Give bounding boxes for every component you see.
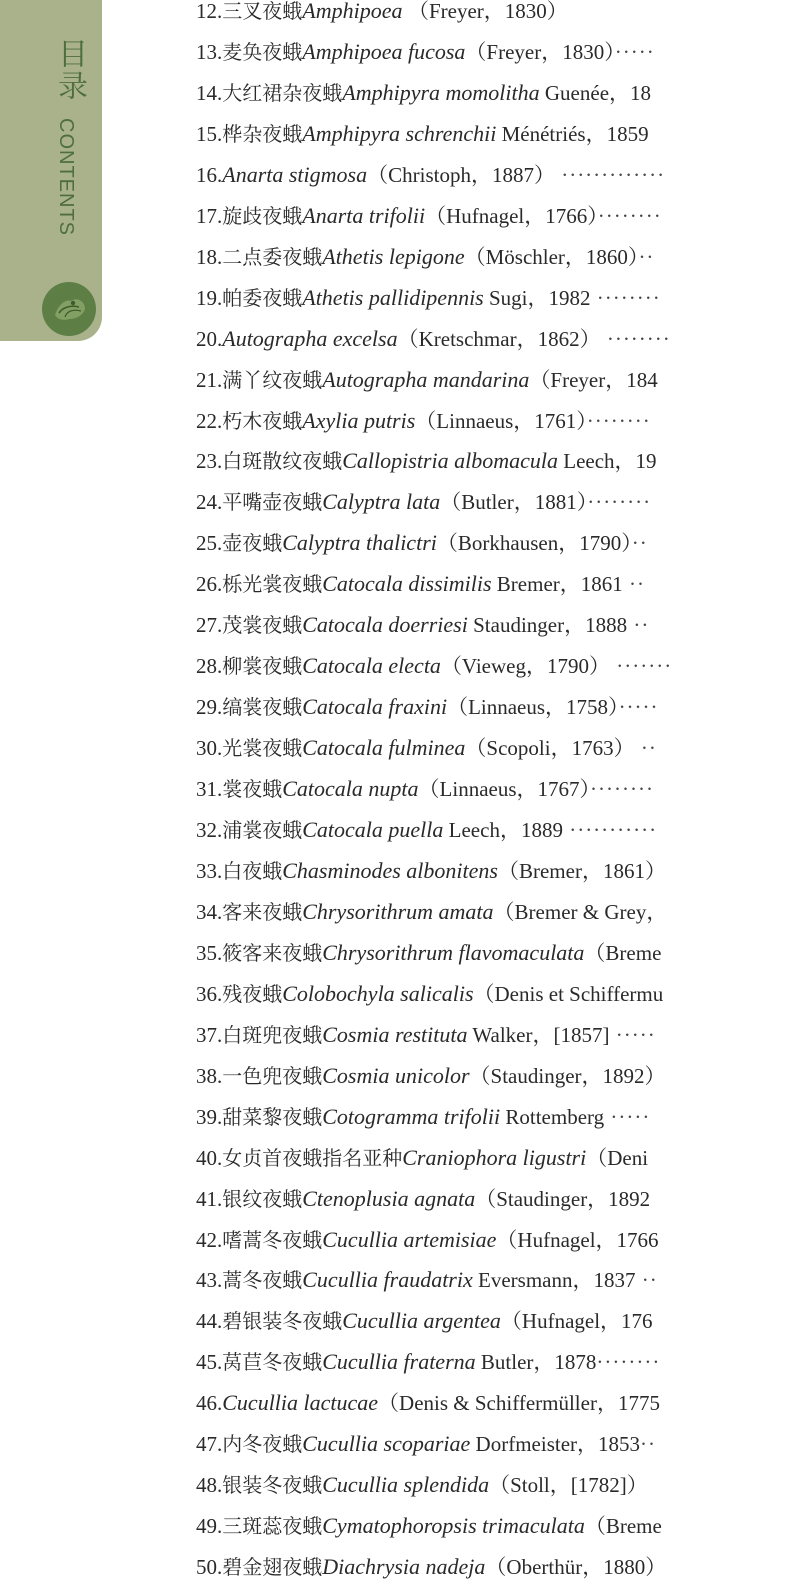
toc-entry-number: 27. — [196, 613, 223, 638]
toc-entry-number: 28. — [196, 654, 223, 679]
toc-entry-number: 13. — [196, 39, 223, 64]
toc-entry-number: 25. — [196, 531, 223, 556]
toc-entry-authority: （Breme — [584, 940, 662, 965]
toc-entry-scientific-name: Cosmia restituta — [322, 1021, 468, 1047]
toc-entry-authority: Bremer，1861 — [491, 572, 623, 597]
toc-entry-scientific-name: Ctenoplusia agnata — [302, 1185, 476, 1211]
toc-entry-number: 42. — [196, 1227, 223, 1252]
toc-entry-number: 18. — [196, 244, 223, 269]
toc-entry[interactable] — [196, 1342, 800, 1382]
toc-entry-number: 22. — [196, 408, 223, 433]
toc-entry-chinese-name: 蒿冬夜蛾 — [222, 1268, 303, 1293]
toc-entry[interactable] — [196, 441, 800, 481]
toc-entry-authority: Ménétriés，1859 — [496, 121, 649, 146]
toc-entry-leader-dots: ····· — [618, 695, 659, 720]
toc-entry-authority: （Linnaeus，1767） — [418, 777, 591, 802]
toc-entry-scientific-name: Autographa mandarina — [322, 366, 530, 392]
toc-entry-scientific-name: Catocala dissimilis — [322, 571, 492, 597]
toc-entry[interactable] — [196, 892, 800, 932]
toc-entry[interactable] — [196, 73, 800, 113]
toc-entry[interactable] — [196, 523, 800, 563]
toc-entry-number: 41. — [196, 1186, 223, 1211]
toc-entry-leader-dots: ·· — [638, 244, 655, 269]
toc-entry-chinese-name: 白斑兜夜蛾 — [222, 1022, 323, 1047]
toc-entry[interactable] — [196, 1179, 800, 1219]
toc-entry-number: 35. — [196, 940, 223, 965]
toc-entry-number: 32. — [196, 818, 223, 842]
toc-entry-scientific-name: Cucullia artemisiae — [322, 1226, 497, 1252]
toc-entry-leader-dots: ········ — [590, 777, 654, 802]
toc-entry-number: 34. — [196, 899, 223, 924]
toc-entry-number: 26. — [196, 572, 223, 597]
toc-entry-leader-dots: ·· — [622, 572, 646, 597]
toc-entry-chinese-name: 朽木夜蛾 — [222, 408, 303, 433]
toc-entry[interactable] — [196, 1506, 800, 1546]
toc-entry-scientific-name: Anarta stigmosa — [222, 161, 368, 187]
toc-entry-scientific-name: Catocala doerriesi — [302, 612, 468, 638]
toc-entry[interactable] — [196, 319, 800, 359]
toc-entry[interactable] — [196, 114, 800, 154]
toc-entry[interactable] — [196, 401, 800, 441]
toc-entry-number: 21. — [196, 367, 223, 392]
toc-entry-authority: Eversmann，1837 — [472, 1268, 636, 1293]
toc-entry[interactable] — [196, 851, 800, 891]
toc-entry-number: 16. — [196, 162, 223, 187]
toc-entry-authority: Sugi，1982 — [483, 285, 591, 310]
toc-entry-leader-dots: ········ — [596, 1350, 661, 1375]
toc-entry-scientific-name: Catocala puella — [302, 817, 444, 842]
toc-entry[interactable] — [196, 360, 800, 400]
toc-entry-authority: （Denis & Schiffermüller，1775 — [378, 1391, 660, 1416]
toc-entry[interactable] — [196, 974, 800, 1014]
toc-entry-authority: Staudinger，1888 — [467, 613, 628, 638]
toc-entry-authority: （Linnaeus，1758） — [447, 695, 619, 720]
toc-entry-number: 43. — [196, 1268, 223, 1293]
toc-entry-scientific-name: Catocala fraxini — [302, 694, 448, 720]
toc-entry-chinese-name: 旋歧夜蛾 — [222, 203, 303, 228]
toc-entry[interactable] — [196, 482, 800, 522]
toc-entry-scientific-name: Cucullia fraterna — [322, 1349, 476, 1375]
toc-entry-number: 15. — [196, 121, 223, 146]
toc-entry-authority: （Linnaeus，1761） — [415, 408, 587, 433]
toc-entry-authority: （Stoll，[1782]） — [489, 1473, 648, 1498]
toc-entry-scientific-name: Autographa excelsa — [222, 325, 398, 351]
toc-entry-authority: Guenée，18 — [539, 80, 652, 105]
toc-entry-number: 33. — [196, 858, 223, 883]
toc-entry-chinese-name: 碧金翅夜蛾 — [222, 1555, 323, 1580]
toc-entry-scientific-name: Cucullia lactucae — [222, 1390, 379, 1416]
toc-entry-chinese-name: 裳夜蛾 — [222, 777, 283, 802]
toc-entry-authority: （Butler，1881） — [440, 490, 588, 515]
toc-entry-scientific-name: Cucullia fraudatrix — [302, 1267, 473, 1293]
toc-entry-authority: （Vieweg，1790） — [440, 654, 610, 679]
toc-entry-number: 37. — [196, 1022, 223, 1047]
toc-entry-authority: （Staudinger，1892） — [469, 1063, 666, 1088]
toc-entry[interactable] — [196, 1301, 800, 1341]
toc-entry[interactable] — [196, 278, 800, 318]
toc-entry-chinese-name: 残夜蛾 — [222, 981, 283, 1006]
toc-entry-authority: （Freyer，1830） — [407, 0, 568, 23]
toc-entry[interactable] — [196, 769, 800, 809]
contents-title-zh: 目录 — [52, 38, 87, 102]
toc-entry-scientific-name: Amphipoea — [302, 0, 408, 23]
toc-entry-chinese-name: 一色兜夜蛾 — [222, 1063, 323, 1088]
toc-entry-scientific-name: Athetis lepigone — [322, 243, 465, 269]
toc-entry-authority: （Borkhausen，1790） — [436, 531, 632, 556]
toc-entry-leader-dots: ··········· — [562, 818, 658, 842]
toc-entry-scientific-name: Craniophora ligustri — [402, 1144, 587, 1170]
toc-entry-chinese-name: 碧银装冬夜蛾 — [222, 1309, 343, 1334]
toc-entry-authority: （Hufnagel，176 — [500, 1309, 653, 1334]
toc-entry-chinese-name: 三叉夜蛾 — [222, 0, 303, 23]
toc-entry-leader-dots: ····· — [614, 39, 655, 64]
toc-entry[interactable] — [196, 32, 800, 72]
toc-entry-scientific-name: Cotogramma trifolii — [322, 1103, 501, 1129]
toc-entry-chinese-name: 满丫纹夜蛾 — [222, 367, 323, 392]
toc-entry-leader-dots: ············· — [554, 162, 666, 187]
toc-entry-leader-dots: ········ — [590, 285, 661, 310]
toc-entry[interactable] — [196, 1097, 800, 1137]
toc-entry-authority: （Deni — [586, 1145, 649, 1170]
toc-entry-chinese-name: 帕委夜蛾 — [222, 285, 303, 310]
toc-entry-leader-dots: ····· — [604, 1104, 651, 1129]
toc-entry-number: 31. — [196, 777, 223, 802]
toc-entry-scientific-name: Catocala electa — [302, 653, 441, 679]
toc-entry-chinese-name: 二点委夜蛾 — [222, 244, 323, 269]
toc-entry-scientific-name: Amphipyra momolitha — [342, 79, 540, 105]
toc-entry-scientific-name: Chrysorithrum flavomaculata — [322, 939, 585, 965]
toc-entry-chinese-name: 三斑蕊夜蛾 — [222, 1514, 323, 1539]
toc-entry-chinese-name: 嗜蒿冬夜蛾 — [222, 1227, 323, 1252]
toc-entry[interactable] — [196, 0, 800, 31]
toc-entry-authority: Walker，[1857] — [467, 1022, 610, 1047]
toc-entry-chinese-name: 内冬夜蛾 — [222, 1432, 303, 1457]
toc-entry[interactable] — [196, 1015, 800, 1055]
toc-entry-scientific-name: Cucullia splendida — [322, 1472, 490, 1498]
toc-entry-number: 24. — [196, 490, 223, 515]
toc-entry-number: 45. — [196, 1350, 223, 1375]
toc-entry[interactable] — [196, 728, 800, 768]
toc-entry[interactable] — [196, 196, 800, 236]
toc-entry-chinese-name: 银纹夜蛾 — [222, 1186, 303, 1211]
toc-entry-chinese-name: 白夜蛾 — [222, 858, 283, 883]
toc-entry[interactable] — [196, 1465, 800, 1505]
toc-entry-number: 23. — [196, 449, 223, 474]
toc-entry-leader-dots: ········ — [597, 203, 662, 228]
toc-entry-number: 40. — [196, 1145, 223, 1170]
toc-entry[interactable] — [196, 1056, 800, 1096]
toc-entry-scientific-name: Diachrysia nadeja — [322, 1554, 486, 1580]
toc-entry-number: 12. — [196, 0, 223, 23]
toc-entry-authority: Dorfmeister，1853 — [470, 1432, 641, 1457]
toc-entry-scientific-name: Cucullia argentea — [342, 1308, 501, 1334]
toc-entry[interactable] — [196, 237, 800, 277]
toc-entry-authority: （Kretschmar，1862） — [397, 326, 601, 351]
toc-entry-scientific-name: Cucullia scopariae — [302, 1431, 471, 1457]
toc-entry[interactable] — [196, 1260, 800, 1300]
toc-entry[interactable] — [196, 933, 800, 973]
toc-entry-chinese-name: 大红裙杂夜蛾 — [222, 80, 343, 105]
toc-entry-authority: （Hufnagel，1766） — [425, 203, 598, 228]
toc-entry-authority: （Bremer & Grey， — [493, 899, 668, 924]
toc-entry-scientific-name: Cymatophoropsis trimaculata — [322, 1513, 585, 1539]
toc-entry-number: 14. — [196, 80, 223, 105]
toc-entry-leader-dots: ·· — [635, 1268, 658, 1293]
toc-entry-leader-dots: ·· — [634, 736, 657, 761]
toc-entry-leader-dots: ······· — [609, 654, 673, 679]
toc-entry[interactable] — [196, 1138, 800, 1178]
toc-entry-authority: （Christoph，1887） — [367, 162, 555, 187]
toc-entry-number: 19. — [196, 285, 223, 310]
toc-entry-chinese-name: 甜菜黎夜蛾 — [222, 1104, 323, 1129]
toc-entry-number: 46. — [196, 1391, 223, 1416]
toc-entry[interactable] — [196, 564, 800, 604]
toc-entry-scientific-name: Catocala fulminea — [302, 735, 466, 761]
toc-entry-chinese-name: 麦奂夜蛾 — [222, 39, 303, 64]
toc-entry-leader-dots: ········ — [587, 490, 652, 515]
toc-entry-number: 48. — [196, 1473, 223, 1498]
toc-entry-scientific-name: Colobochyla salicalis — [282, 980, 474, 1006]
toc-entry-leader-dots: ········ — [586, 408, 651, 433]
toc-entry-scientific-name: Calyptra lata — [322, 489, 441, 515]
toc-entry-chinese-name: 客来夜蛾 — [222, 899, 303, 924]
toc-entry[interactable] — [196, 155, 800, 195]
toc-entry[interactable] — [196, 605, 800, 645]
toc-entry-number: 30. — [196, 736, 223, 761]
toc-entry[interactable] — [196, 1424, 800, 1464]
toc-entry-chinese-name: 桦杂夜蛾 — [222, 121, 303, 146]
toc-entry-authority: （Bremer，1861） — [497, 858, 666, 883]
toc-entry-chinese-name: 栎光裳夜蛾 — [222, 572, 323, 597]
toc-entry[interactable] — [196, 1220, 800, 1260]
toc-entry-leader-dots: ·· — [640, 1432, 657, 1457]
toc-entry-chinese-name: 茂裳夜蛾 — [222, 613, 303, 638]
toc-entry-scientific-name: Callopistria albomacula — [342, 448, 558, 474]
toc-entry-chinese-name: 壶夜蛾 — [222, 531, 283, 556]
toc-entry-authority: （Oberthür，1880） — [485, 1555, 667, 1580]
toc-entry-authority: Leech，1889 — [443, 818, 563, 842]
toc-entry-number: 20. — [196, 326, 223, 351]
toc-entry-scientific-name: Amphipyra schrenchii — [302, 120, 497, 146]
toc-entry-chinese-name: 白斑散纹夜蛾 — [222, 449, 343, 474]
toc-entry-chinese-name: 莴苣冬夜蛾 — [222, 1350, 323, 1375]
toc-entry-chinese-name: 缟裳夜蛾 — [222, 695, 303, 720]
contents-title-en: CONTENTS — [55, 118, 77, 236]
toc-entry-number: 47. — [196, 1432, 223, 1457]
toc-entry-scientific-name: Cosmia unicolor — [322, 1062, 470, 1088]
toc-entry-scientific-name: Catocala nupta — [282, 776, 419, 802]
toc-entry-authority: Butler，1878 — [475, 1350, 597, 1375]
toc-entry-scientific-name: Chrysorithrum amata — [302, 898, 494, 924]
toc-entry-scientific-name: Amphipoea fucosa — [302, 38, 466, 64]
toc-entry-number: 29. — [196, 695, 223, 720]
toc-entry-chinese-name: 筱客来夜蛾 — [222, 940, 323, 965]
toc-entry-leader-dots: ········ — [600, 326, 671, 351]
toc-entry-authority: （Freyer，1830） — [465, 39, 615, 64]
toc-entry-authority: （Scopoli，1763） — [465, 736, 635, 761]
toc-entry-number: 39. — [196, 1104, 223, 1129]
toc-entry-chinese-name: 女贞首夜蛾指名亚种 — [222, 1145, 403, 1170]
toc-entry-authority: （Breme — [584, 1514, 662, 1539]
toc-entry[interactable] — [196, 810, 800, 850]
toc-entry-leader-dots: ·· — [627, 613, 650, 638]
toc-entry[interactable] — [196, 687, 800, 727]
toc-entry[interactable] — [196, 1383, 800, 1423]
toc-entry-authority: （Denis et Schiffermu — [473, 981, 664, 1006]
toc-entry-number: 44. — [196, 1309, 223, 1334]
toc-entry[interactable] — [196, 646, 800, 686]
toc-entry-scientific-name: Axylia putris — [302, 407, 416, 433]
toc-entry-authority: （Möschler，1860） — [464, 244, 639, 269]
toc-entry-scientific-name: Calyptra thalictri — [282, 530, 437, 556]
toc-entry[interactable] — [196, 1547, 800, 1587]
toc-entry-leader-dots: ·· — [631, 531, 648, 556]
toc-entry-number: 38. — [196, 1063, 223, 1088]
toc-entry-authority: （Hufnagel，1766 — [496, 1227, 659, 1252]
toc-entry-scientific-name: Anarta trifolii — [302, 202, 426, 228]
toc-entry-chinese-name: 银装冬夜蛾 — [222, 1473, 323, 1498]
toc-entry-number: 50. — [196, 1555, 223, 1580]
toc-entry-authority: Rottemberg — [500, 1104, 605, 1129]
toc-entry-scientific-name: Athetis pallidipennis — [302, 284, 484, 310]
toc-entry-number: 36. — [196, 981, 223, 1006]
toc-entry-authority: （Staudinger，1892 — [475, 1186, 651, 1211]
toc-entry-number: 17. — [196, 203, 223, 228]
toc-entry-number: 49. — [196, 1514, 223, 1539]
toc-entry-authority: Leech，19 — [558, 449, 657, 474]
toc-entry-chinese-name: 光裳夜蛾 — [222, 736, 303, 761]
toc-entry-chinese-name: 浦裳夜蛾 — [222, 818, 303, 842]
toc-entry-chinese-name: 平嘴壶夜蛾 — [222, 490, 323, 515]
toc-entry-authority: （Freyer，184 — [529, 367, 658, 392]
toc-entry-chinese-name: 柳裳夜蛾 — [222, 654, 303, 679]
toc-entry-leader-dots: ····· — [609, 1022, 656, 1047]
toc-entry-scientific-name: Chasminodes albonitens — [282, 857, 498, 883]
